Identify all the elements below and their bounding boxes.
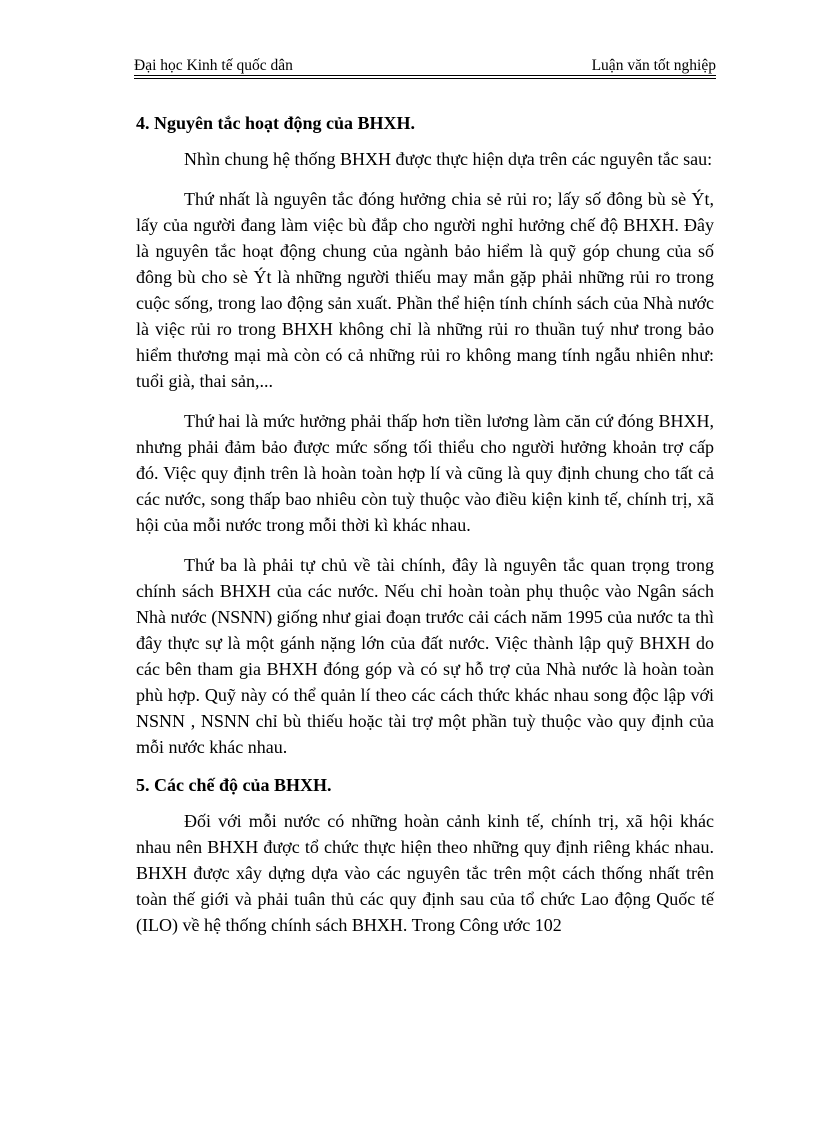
paragraph-third-principle: Thứ ba là phải tự chủ về tài chính, đây là nguyên tắc quan trọng trong chính sách BHXH của các nước. Nếu chỉ hoàn toàn phụ thuộc vào Ngân sách Nhà nước (NSNN) giống như giai đoạn trước cải cách năm 1995 của nước ta thì đây thực sự là một gánh nặng lớn của đất nước. Việc thành lập quỹ BHXH do các bên tham gia BHXH đóng góp và có sự hỗ trợ của Nhà nước là hoàn toàn phù hợp. Quỹ này có thể quản lí theo các cách thức khác nhau song độc lập với NSNN , NSNN chỉ bù thiếu hoặc tài trợ một phần tuỳ thuộc vào quy định của mỗi nước khác nhau. (136, 555, 714, 757)
section-heading-principles: 4. Nguyên tắc hoạt động của BHXH. (136, 113, 416, 133)
header-institution: Đại học Kinh tế quốc dân (134, 57, 293, 74)
paragraph-intro: Nhìn chung hệ thống BHXH được thực hiện dựa trên các nguyên tắc sau: (184, 149, 713, 169)
header-rule-thick (134, 75, 716, 76)
page-body (136, 110, 714, 952)
paragraph-first-principle: Thứ nhất là nguyên tắc đóng hưởng chia sẻ rủi ro; lấy số đông bù sè Ýt, lấy của người đang làm việc bù đắp cho người nghỉ hưởng chế độ BHXH. Đây là nguyên tắc hoạt động chung của ngành bảo hiểm là quỹ góp chung của số đông bù cho sè Ýt là những người thiếu may mắn gặp phải những rủi ro trong cuộc sống, trong lao động sản xuất. Phần thể hiện tính chính sách của Nhà nước là việc rủi ro trong BHXH không chỉ là những rủi ro thuần tuý như trong bảo hiểm thương mại mà còn có cả những rủi ro không mang tính ngẫu nhiên như: tuổi già, thai sản,... (136, 189, 714, 391)
header-document-type: Luận văn tốt nghiệp (591, 57, 716, 74)
page-header (134, 52, 716, 76)
header-rule-thin (134, 78, 716, 79)
paragraph-regimes-intro: Đối với mỗi nước có những hoàn cảnh kinh tế, chính trị, xã hội khác nhau nên BHXH được tổ chức thực hiện theo những quy định riêng khác nhau. BHXH được xây dựng dựa vào các nguyên tắc trên một cách thống nhất trên toàn thế giới và phải tuân thủ các quy định sau của tổ chức Lao động Quốc tế (ILO) về hệ thống chính sách BHXH. Trong Công ước 102 (136, 811, 714, 935)
section-heading-regimes: 5. Các chế độ của BHXH. (136, 775, 332, 795)
paragraph-second-principle: Thứ hai là mức hưởng phải thấp hơn tiền lương làm căn cứ đóng BHXH, nhưng phải đảm bảo được mức sống tối thiểu cho người hưởng khoản trợ cấp đó. Việc quy định trên là hoàn toàn hợp lí và cũng là quy định chung cho tất cả các nước, song thấp bao nhiêu còn tuỳ thuộc vào điều kiện kinh tế, chính trị, xã hội của mỗi nước trong mỗi thời kì khác nhau. (136, 411, 714, 535)
